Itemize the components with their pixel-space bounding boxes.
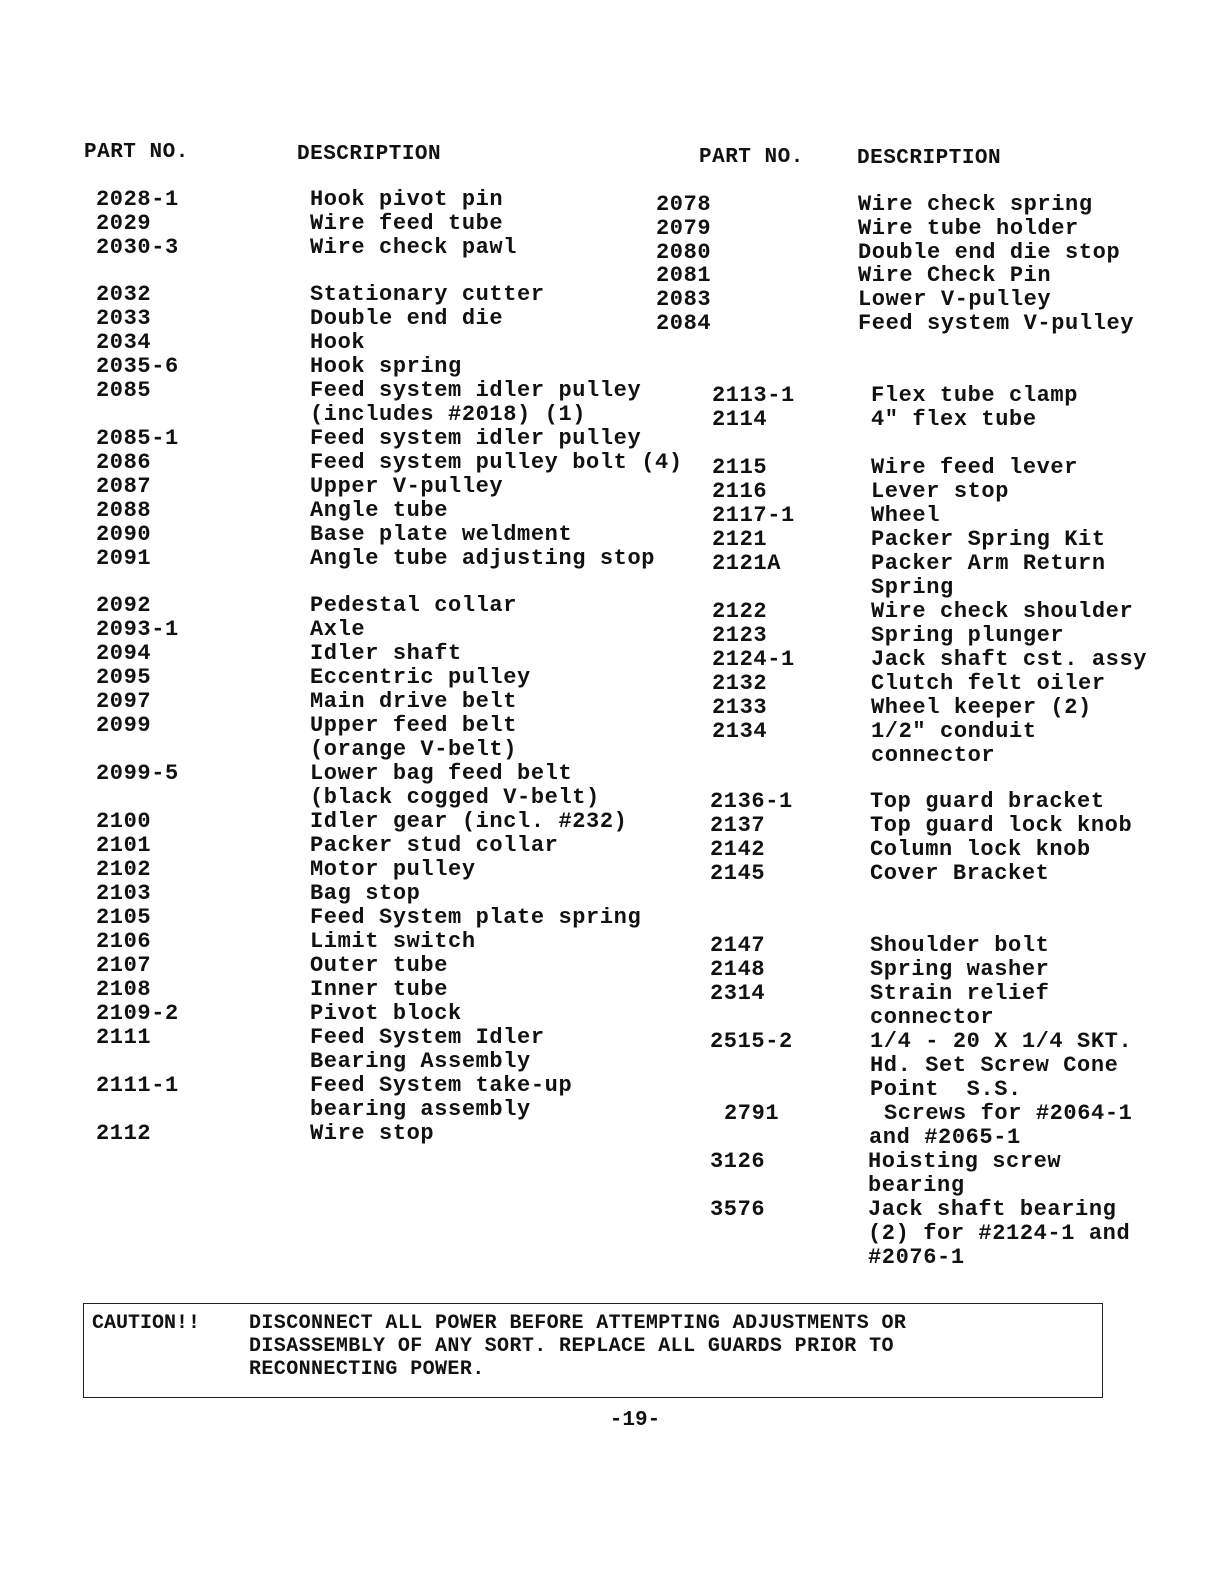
left-part-number: 2111	[96, 1025, 152, 1050]
left-part-description: Axle	[310, 617, 366, 642]
left-part-number: 2111-1	[96, 1073, 179, 1098]
left-part-description: Feed system idler pulley	[310, 378, 642, 403]
right-part-number: 2121	[712, 527, 768, 552]
right-part-number: 2142	[710, 837, 766, 862]
right-part-description: Jack shaft cst. assy	[871, 647, 1148, 672]
left-part-description: Hook pivot pin	[310, 187, 504, 212]
right-part-number: 2079	[656, 216, 712, 241]
left-part-number: 2090	[96, 522, 152, 547]
left-part-description: (includes #2018) (1)	[310, 402, 587, 427]
left-part-number: 2030-3	[96, 235, 179, 260]
left-part-description: (orange V-belt)	[310, 737, 518, 762]
right-part-description: Packer Spring Kit	[871, 527, 1106, 552]
right-part-number: 2117-1	[712, 503, 795, 528]
right-part-number: 2115	[712, 455, 768, 480]
left-part-description: Limit switch	[310, 929, 476, 954]
left-part-description: Bag stop	[310, 881, 421, 906]
left-part-number: 2108	[96, 977, 152, 1002]
left-part-description: Motor pulley	[310, 857, 476, 882]
left-part-description: Inner tube	[310, 977, 449, 1002]
right-part-description: Clutch felt oiler	[871, 671, 1106, 696]
left-part-description: Angle tube	[310, 498, 449, 523]
caution-line: DISCONNECT ALL POWER BEFORE ATTEMPTING ADJUSTMENTS OR	[249, 1312, 907, 1335]
right-part-number: 2134	[712, 719, 768, 744]
left-part-description: bearing assembly	[310, 1097, 531, 1122]
left-part-number: 2107	[96, 953, 152, 978]
left-part-number: 2100	[96, 809, 152, 834]
right-part-description: Cover Bracket	[870, 861, 1050, 886]
right-part-number: 2124-1	[712, 647, 795, 672]
left-part-number: 2101	[96, 833, 152, 858]
right-part-number: 2145	[710, 861, 766, 886]
left-part-description: Feed system idler pulley	[310, 426, 642, 451]
right-part-description: Lower V-pulley	[858, 287, 1052, 312]
left-part-description: Packer stud collar	[310, 833, 559, 858]
right-part-number: 2116	[712, 479, 768, 504]
right-part-number: 2132	[712, 671, 768, 696]
left-part-number: 2085-1	[96, 426, 179, 451]
header-part-no-left: PART NO.	[84, 141, 189, 164]
right-part-description: Screws for #2064-1	[884, 1101, 1133, 1126]
left-part-description: Pedestal collar	[310, 593, 518, 618]
left-part-number: 2088	[96, 498, 152, 523]
right-part-description: Wheel keeper (2)	[871, 695, 1092, 720]
right-part-description: Wire check shoulder	[871, 599, 1134, 624]
right-part-description: Spring washer	[870, 957, 1050, 982]
right-part-description: Strain relief	[870, 981, 1050, 1006]
right-part-description: Double end die stop	[858, 240, 1121, 265]
right-part-number: 2084	[656, 311, 712, 336]
left-part-description: Feed system pulley bolt (4)	[310, 450, 683, 475]
right-part-description: Top guard bracket	[870, 789, 1105, 814]
right-part-number: 2078	[656, 192, 712, 217]
page-number: -19-	[609, 1409, 661, 1432]
right-part-description: Point S.S.	[870, 1077, 1022, 1102]
right-part-description: Wheel	[871, 503, 941, 528]
right-part-number: 2147	[710, 933, 766, 958]
right-part-description: connector	[871, 743, 996, 768]
left-part-description: Angle tube adjusting stop	[310, 546, 656, 571]
left-part-description: Eccentric pulley	[310, 665, 531, 690]
left-part-number: 2106	[96, 929, 152, 954]
left-part-number: 2085	[96, 378, 152, 403]
left-part-description: Feed System plate spring	[310, 905, 642, 930]
right-part-number: 2123	[712, 623, 768, 648]
right-part-number: 2133	[712, 695, 768, 720]
left-part-description: Hook spring	[310, 354, 462, 379]
right-part-number: 2081	[656, 263, 712, 288]
left-part-description: Bearing Assembly	[310, 1049, 531, 1074]
left-part-number: 2091	[96, 546, 152, 571]
caution-label: CAUTION!!	[92, 1312, 201, 1335]
right-part-number: 2113-1	[712, 383, 795, 408]
left-part-description: Wire feed tube	[310, 211, 504, 236]
left-part-number: 2105	[96, 905, 152, 930]
right-part-description: Shoulder bolt	[870, 933, 1050, 958]
left-part-description: Pivot block	[310, 1001, 462, 1026]
right-part-number: 2137	[710, 813, 766, 838]
caution-line: RECONNECTING POWER.	[249, 1358, 485, 1381]
right-part-description: 4" flex tube	[871, 407, 1037, 432]
header-description-right: DESCRIPTION	[857, 147, 1002, 170]
left-part-number: 2097	[96, 689, 152, 714]
right-part-number: 2791	[724, 1101, 780, 1126]
left-part-number: 2103	[96, 881, 152, 906]
right-part-description: Wire check spring	[858, 192, 1093, 217]
caution-text	[249, 1312, 906, 1381]
right-part-description: Feed system V-pulley	[858, 311, 1135, 336]
left-part-description: Idler gear (incl. #232)	[310, 809, 628, 834]
right-part-description: Jack shaft bearing	[868, 1197, 1117, 1222]
left-part-description: Hook	[310, 330, 366, 355]
right-part-description: Hd. Set Screw Cone	[870, 1053, 1119, 1078]
left-part-description: Double end die	[310, 306, 504, 331]
right-part-description: and #2065-1	[869, 1125, 1021, 1150]
left-part-number: 2099-5	[96, 761, 179, 786]
right-part-description: Spring plunger	[871, 623, 1065, 648]
left-part-description: Stationary cutter	[310, 282, 545, 307]
left-part-number: 2028-1	[96, 187, 179, 212]
header-part-no-right: PART NO.	[699, 146, 804, 169]
right-part-number: 2080	[656, 240, 712, 265]
caution-line: DISASSEMBLY OF ANY SORT. REPLACE ALL GUARDS PRIOR TO	[249, 1335, 894, 1358]
right-part-description: Flex tube clamp	[871, 383, 1079, 408]
left-part-description: Feed System Idler	[310, 1025, 545, 1050]
left-part-number: 2112	[96, 1121, 152, 1146]
left-part-number: 2092	[96, 593, 152, 618]
left-part-number: 2032	[96, 282, 152, 307]
left-part-number: 2033	[96, 306, 152, 331]
left-part-number: 2094	[96, 641, 152, 666]
right-part-description: Wire tube holder	[858, 216, 1079, 241]
right-part-number: 3126	[710, 1149, 766, 1174]
right-part-description: 1/2" conduit	[871, 719, 1037, 744]
right-part-number: 2136-1	[710, 789, 793, 814]
right-part-number: 2083	[656, 287, 712, 312]
left-part-number: 2029	[96, 211, 152, 236]
left-part-description: Lower bag feed belt	[310, 761, 573, 786]
right-part-description: Top guard lock knob	[870, 813, 1133, 838]
right-part-description: connector	[870, 1005, 995, 1030]
right-part-description: Wire feed lever	[871, 455, 1079, 480]
right-part-number: 2114	[712, 407, 768, 432]
left-part-number: 2093-1	[96, 617, 179, 642]
left-part-number: 2109-2	[96, 1001, 179, 1026]
right-part-description: Hoisting screw	[868, 1149, 1062, 1174]
right-part-number: 2121A	[712, 551, 782, 576]
right-part-description: (2) for #2124-1 and	[868, 1221, 1131, 1246]
right-part-description: Packer Arm Return	[871, 551, 1106, 576]
left-part-description: Feed System take-up	[310, 1073, 573, 1098]
left-part-number: 2099	[96, 713, 152, 738]
left-part-description: Upper V-pulley	[310, 474, 504, 499]
left-part-description: Wire stop	[310, 1121, 435, 1146]
right-part-description: Column lock knob	[870, 837, 1091, 862]
right-part-number: 2148	[710, 957, 766, 982]
left-part-number: 2035-6	[96, 354, 179, 379]
left-part-number: 2095	[96, 665, 152, 690]
right-part-number: 2314	[710, 981, 766, 1006]
left-part-description: Wire check pawl	[310, 235, 518, 260]
right-part-description: bearing	[868, 1173, 965, 1198]
header-description-left: DESCRIPTION	[297, 143, 442, 166]
right-part-number: 3576	[710, 1197, 766, 1222]
left-part-number: 2102	[96, 857, 152, 882]
left-part-description: Idler shaft	[310, 641, 462, 666]
right-part-description: 1/4 - 20 X 1/4 SKT.	[870, 1029, 1133, 1054]
left-part-description: Outer tube	[310, 953, 449, 978]
left-part-description: Upper feed belt	[310, 713, 518, 738]
right-part-description: Wire Check Pin	[858, 263, 1052, 288]
right-part-number: 2122	[712, 599, 768, 624]
caution-box	[83, 1303, 1103, 1398]
right-part-description: Spring	[871, 575, 954, 600]
left-part-description: Base plate weldment	[310, 522, 573, 547]
left-part-number: 2034	[96, 330, 152, 355]
right-part-description: Lever stop	[871, 479, 1010, 504]
right-part-number: 2515-2	[710, 1029, 793, 1054]
left-part-description: (black cogged V-belt)	[310, 785, 600, 810]
left-part-description: Main drive belt	[310, 689, 518, 714]
left-part-number: 2087	[96, 474, 152, 499]
left-part-number: 2086	[96, 450, 152, 475]
right-part-description: #2076-1	[868, 1245, 965, 1270]
